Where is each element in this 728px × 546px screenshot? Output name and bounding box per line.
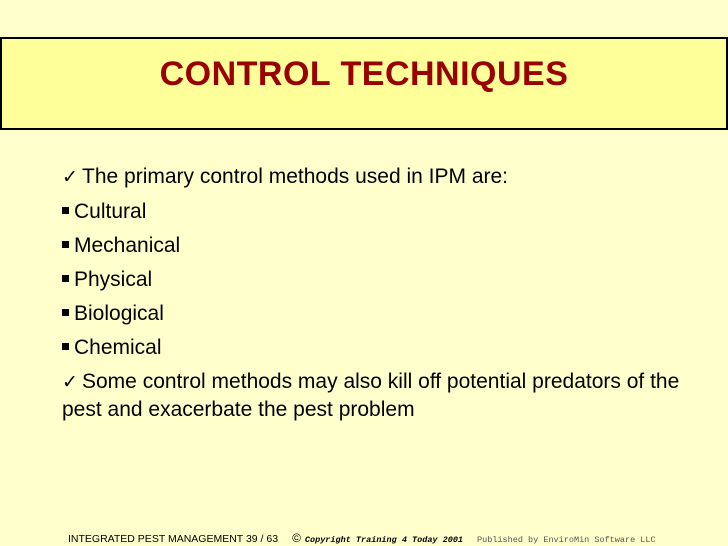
square-bullet-icon bbox=[62, 343, 69, 350]
method-label: Chemical bbox=[74, 336, 162, 359]
slide-footer bbox=[68, 531, 708, 545]
list-item bbox=[62, 263, 702, 297]
square-bullet-icon bbox=[62, 241, 69, 248]
method-label: Physical bbox=[74, 268, 153, 291]
copyright-symbol: © bbox=[292, 531, 301, 545]
method-label: Cultural bbox=[74, 200, 147, 223]
list-item bbox=[62, 195, 702, 229]
note-text: Some control methods may also kill off potential predators of the pest and exacerbate the pest problem bbox=[62, 370, 680, 421]
list-item bbox=[62, 297, 702, 331]
intro-text: The primary control methods used in IPM are: bbox=[82, 165, 509, 188]
square-bullet-icon bbox=[62, 275, 69, 282]
list-item bbox=[62, 229, 702, 263]
note-bullet bbox=[62, 368, 702, 423]
checkmark-icon: ✓ bbox=[62, 167, 78, 188]
square-bullet-icon bbox=[62, 309, 69, 316]
list-item bbox=[62, 331, 702, 365]
square-bullet-icon bbox=[62, 207, 69, 214]
method-label: Biological bbox=[74, 302, 164, 325]
copyright-text: Copyright Training 4 Today 2001 bbox=[304, 535, 464, 545]
method-label: Mechanical bbox=[74, 234, 181, 257]
course-page-indicator: INTEGRATED PEST MANAGEMENT 39 / 63 bbox=[68, 533, 279, 545]
intro-bullet bbox=[62, 160, 702, 195]
checkmark-icon: ✓ bbox=[62, 372, 78, 393]
publisher-text: Published by EnviroMin Software LLC bbox=[477, 535, 656, 545]
slide-title: CONTROL TECHNIQUES bbox=[159, 55, 569, 93]
slide-content bbox=[62, 160, 702, 423]
